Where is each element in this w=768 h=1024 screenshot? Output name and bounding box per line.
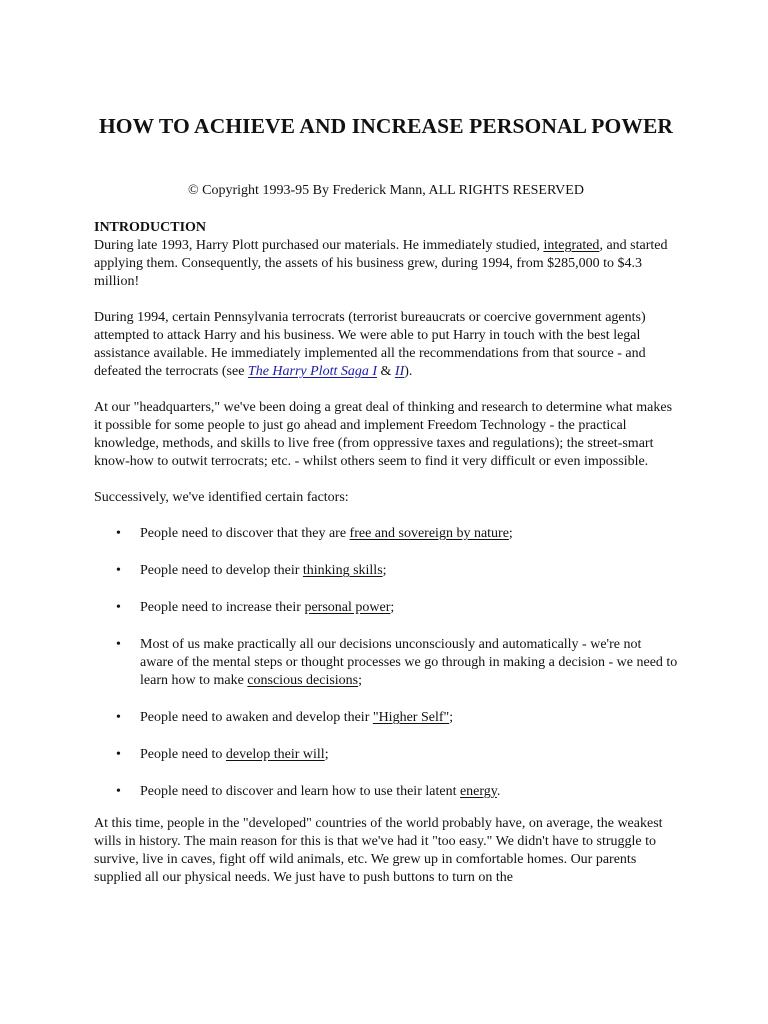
list-item [140,525,678,543]
list-item-text: People need to [140,747,226,762]
factors-list [94,525,678,801]
free-and-sovereign-link[interactable]: free and sovereign by nature [349,526,509,541]
page-title: HOW TO ACHIEVE AND INCREASE PERSONAL POWER [98,114,674,138]
harry-plott-text: During 1994, certain Pennsylvania terrocrats (terrorist bureaucrats or coercive government agents) attempted to attack Harry and his business. We were able to put Harry in touch with the best legal assistance available. He immediately implemented all the recommendations from that source - and defeated the terrocrats (see [94,310,646,379]
harry-plott-saga-1-link[interactable]: The Harry Plott Saga I [247,364,378,379]
list-item [140,783,678,801]
harry-plott-paragraph [94,309,678,381]
document-body [94,219,678,905]
list-item-punct: ; [324,747,329,762]
headquarters-paragraph: At our "headquarters," we've been doing a great deal of thinking and research to determine what makes it possible for some people to just go ahead and implement Freedom Technology - the practical knowledge, methods, and skills to live free (from oppressive taxes and regulations); the street-smart know-how to outwit terrocrats; etc. - whilst others seem to find it very difficult or even impossible. [94,400,673,469]
intro-paragraph [94,237,678,291]
list-item [140,746,678,764]
intro-text-b: , and started applying them. Consequently, the assets of his business grew, during 1994, from $285,000 to $4.3 million! [94,238,668,289]
list-item-punct: . [496,784,501,799]
list-item-text: People need to develop their [140,563,303,578]
list-item-punct: ; [358,673,363,688]
harry-plott-end: ). [404,364,413,379]
list-item-text: People need to awaken and develop their [140,710,373,725]
list-item [140,709,678,727]
list-item-text: People need to increase their [140,600,305,615]
intro-heading: INTRODUCTION [94,220,207,235]
copyright-line: © Copyright 1993-95 By Frederick Mann, ALL RIGHTS RESERVED [188,183,584,198]
list-item [140,599,678,617]
personal-power-link[interactable]: personal power [304,600,391,615]
list-item [140,636,678,690]
harry-plott-saga-2-link[interactable]: II [394,364,405,379]
developed-countries-paragraph: At this time, people in the "developed" countries of the world probably have, on average, the weakest wills in history. The main reason for this is that we've had it "too easy." We didn't have to struggle to survive, live in caves, fight off wild animals, etc. We grew up in comfortable homes. Our parents supplied all our physical needs. We just have to push buttons to turn on the [94,816,663,885]
list-item-punct: ; [390,600,395,615]
develop-their-will-link[interactable]: develop their will [225,747,325,762]
factors-intro-paragraph: Successively, we've identified certain factors: [94,490,349,505]
list-item-text: Most of us make practically all our decisions unconsciously and automatically - we're not aware of the mental steps or thought processes we go through in making a decision - we need to learn how to make [140,637,678,688]
integrated-link[interactable]: integrated [543,238,600,253]
list-item-punct: ; [449,710,454,725]
ampersand-text: & [377,364,395,379]
intro-text-a: During late 1993, Harry Plott purchased our materials. He immediately studied, [94,238,544,253]
conscious-decisions-link[interactable]: conscious decisions [247,673,359,688]
list-item-text: People need to discover and learn how to use their latent [140,784,460,799]
higher-self-link[interactable]: "Higher Self" [372,710,450,725]
energy-link[interactable]: energy [459,784,497,799]
list-item-text: People need to discover that they are [140,526,350,541]
thinking-skills-link[interactable]: thinking skills [302,563,383,578]
list-item [140,562,678,580]
list-item-punct: ; [382,563,387,578]
list-item-punct: ; [508,526,513,541]
